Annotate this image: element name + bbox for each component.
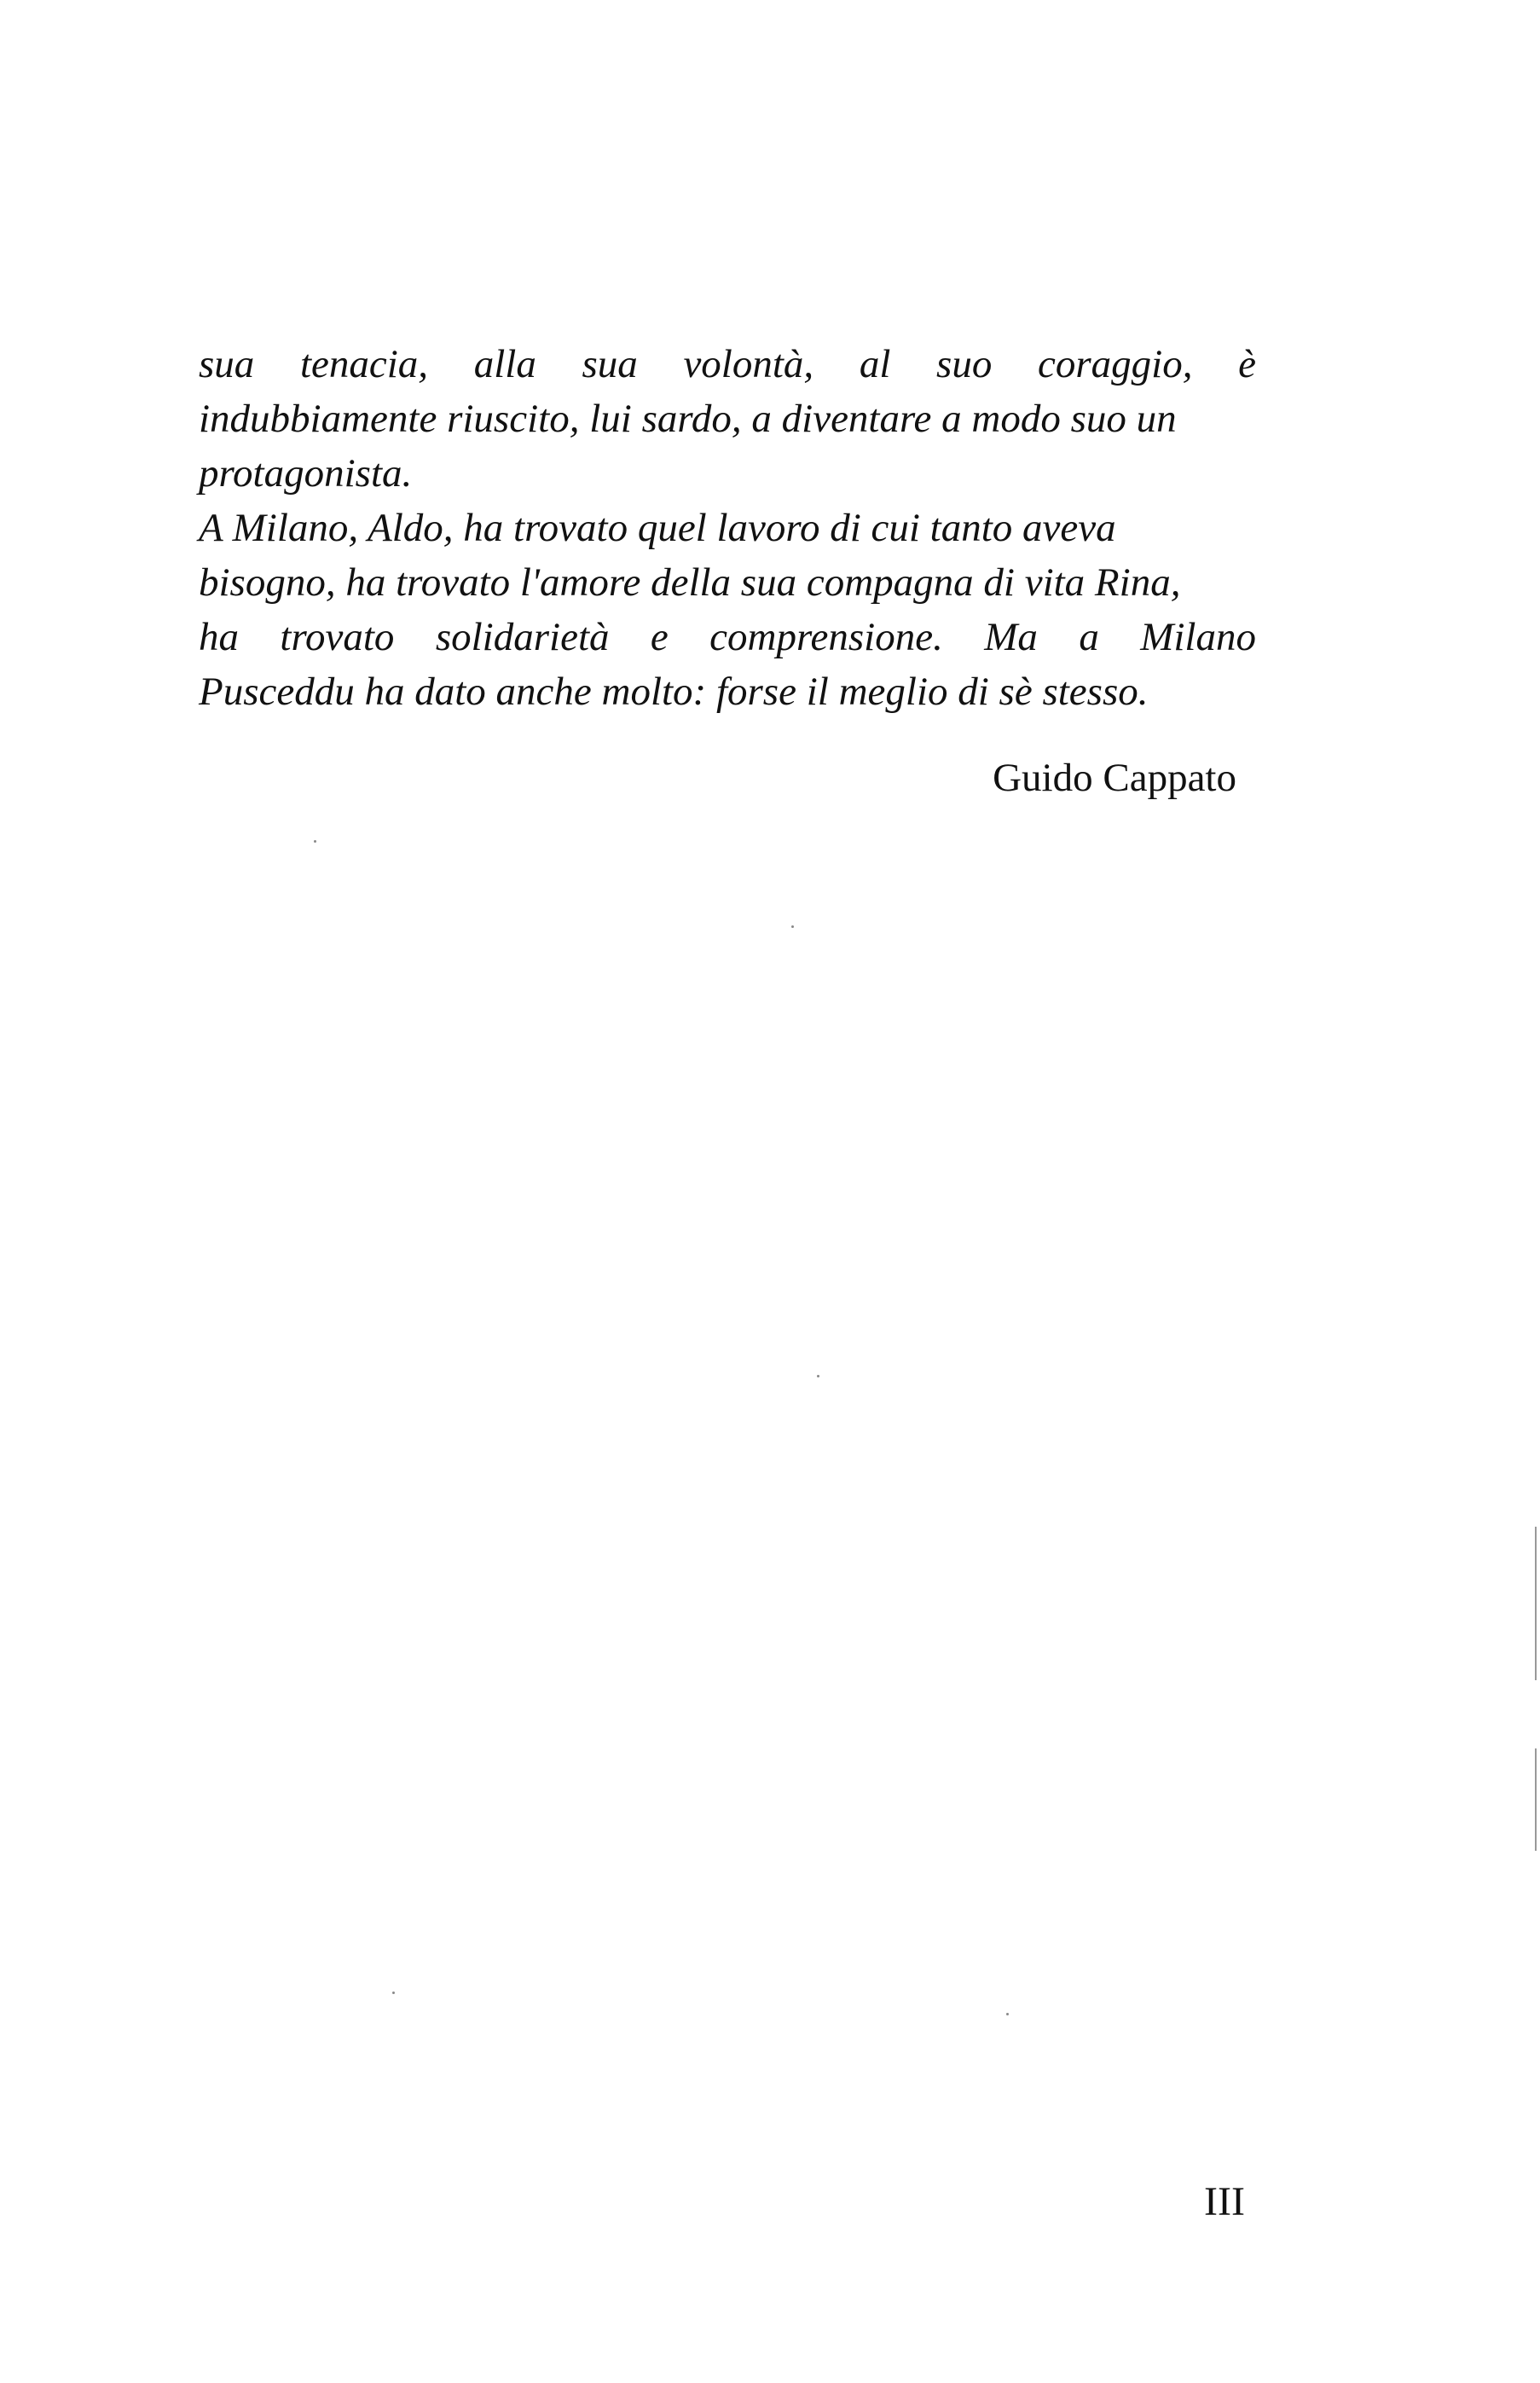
scan-speck (392, 1992, 395, 1994)
scan-speck (1006, 2013, 1009, 2015)
body-text (199, 337, 1256, 719)
text-line: indubbiamente riuscito, lui sardo, a diventare a modo suo un (199, 397, 1177, 441)
text-line: protagonista. (199, 451, 413, 496)
author-signature: Guido Cappato (993, 756, 1236, 800)
scan-speck (817, 1375, 819, 1377)
scan-speck (314, 840, 316, 843)
text-line: A Milano, Aldo, ha trovato quel lavoro di cui tanto aveva (199, 506, 1116, 550)
scan-edge-line (1535, 1527, 1537, 1680)
scan-speck (791, 925, 794, 928)
text-line: sua tenacia, alla sua volontà, al suo coraggio, è (199, 342, 1256, 386)
scan-edge-line (1535, 1748, 1537, 1851)
text-line: ha trovato solidarietà e comprensione. Ma a Milano (199, 615, 1256, 659)
text-line: Pusceddu ha dato anche molto: forse il meglio di sè stesso. (199, 670, 1149, 714)
page-number: III (1204, 2179, 1245, 2224)
text-line: bisogno, ha trovato l'amore della sua compagna di vita Rina, (199, 560, 1181, 605)
